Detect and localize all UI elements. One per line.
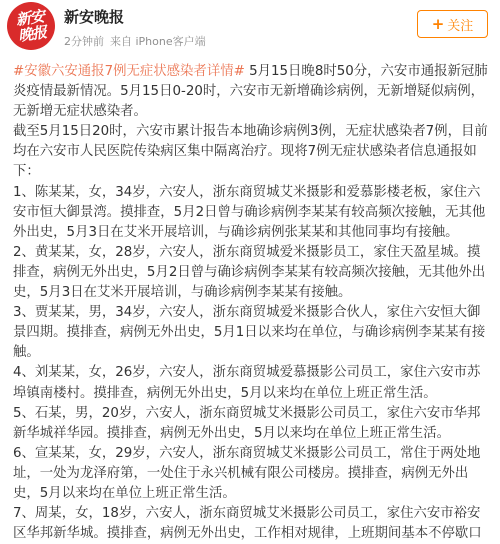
xinan-wanbao-logo-icon	[15, 8, 47, 44]
post-stats-paragraph: 截至5月15日20时，六安市累计报告本地确诊病例3例，无症状感染者7例，目前均在六安市人民医院传染病区集中隔离治疗。现将7例无症状感染者信息通报如下：	[13, 124, 488, 180]
follow-label: 关注	[447, 18, 474, 34]
post-header	[0, 0, 500, 62]
avatar-logo-line2: 晚报	[16, 23, 48, 45]
case-item: 3、贾某某，男，34岁，六安人，浙东商贸城爱米摄影合伙人，家住六安恒大御景四期。摸排查，病例无外出史，5月1日以来均在单位，与确诊病例李某某有接触。	[13, 305, 486, 361]
case-item: 2、黄某某，女，28岁，六安人，浙东商贸城爱米摄影员工，家住天盈星城。摸排查，病例无外出史，5月2日曾与确诊病例李某某有较高频次接触，无其他外出史，5月3日在艾米开展培训，与确诊病例李某某有接触。	[13, 244, 486, 301]
case-item: 1、陈某某，女，34岁，六安人，浙东商贸城艾米摄影和爱慕影楼老板，家住六安市恒大御景湾。摸排查，5月2日曾与确诊病例李某某有较高频次接触，无其他外出史，5月3日在艾米开展培训，与确诊病例张某某和其他同事均有接触。	[13, 184, 486, 240]
post-meta	[64, 33, 212, 49]
case-item: 7、周某，女，18岁，六安人，浙东商贸城艾米摄影公司员工，家住六安市裕安区华邦新华城。摸排查，病例无外出史，工作相对规律，上班期间基本不停歇口	[13, 506, 482, 542]
plus-icon: +	[431, 14, 445, 33]
follow-button[interactable]	[417, 10, 488, 38]
case-item: 6、宣某某，女，29岁，六安人，浙东商贸城艾米摄影公司员工，常住于两处地址，一处为龙泽府第，一处住于永兴机械有限公司楼房。摸排查，病例无外出史，5月以来均在单位上班正常生活。	[13, 445, 481, 501]
case-item: 4、刘某某，女，26岁，六安人，浙东商贸城爱慕摄影公司员工，家住六安市苏埠镇南楼村。摸排查，病例无外出史，5月以来均在单位上班正常生活。	[13, 365, 481, 401]
avatar-logo-line1: 新安	[14, 7, 46, 29]
post-intro-text: 5月15日晚8时50分，六安市通报新冠肺炎疫情最新情况。5月15日0-20时，六安市无新增确诊病例，无新增疑似病例，无新增无症状感染者。	[13, 64, 488, 120]
post-time: 2分钟前	[64, 35, 104, 48]
avatar[interactable]	[7, 2, 55, 50]
post-body	[13, 62, 493, 544]
post-source[interactable]: 来自 iPhone客户端	[110, 35, 206, 48]
topic-hashtag-link[interactable]: #安徽六安通报7例无症状感染者详情#	[13, 64, 245, 79]
case-item: 5、石某，男，20岁，六安人，浙东商贸城艾米摄影公司员工，家住六安市华邦新华城祥华园。摸排查，病例无外出史，5月以来均在单位上班正常生活。	[13, 405, 481, 441]
post-intro-paragraph	[13, 62, 493, 122]
account-name[interactable]: 新安晚报	[64, 8, 125, 26]
